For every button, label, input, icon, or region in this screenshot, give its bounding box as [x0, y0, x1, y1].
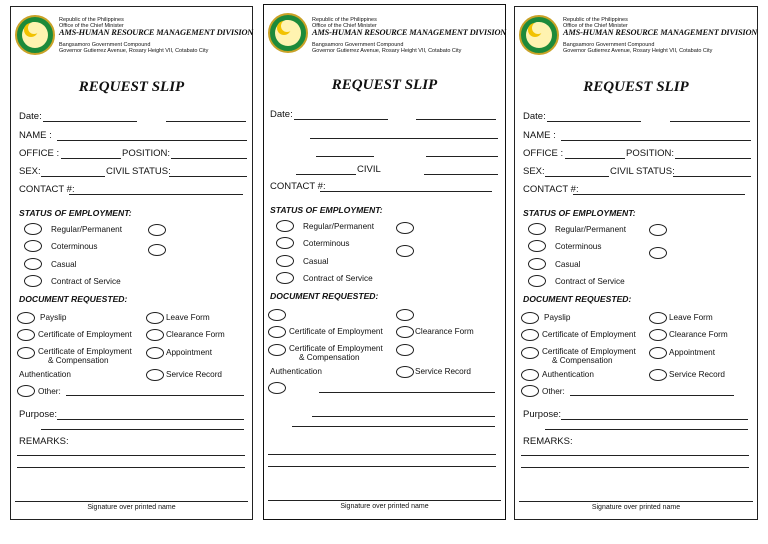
other-field[interactable] [570, 395, 734, 396]
doc-leave: Leave Form [669, 313, 713, 322]
purpose-field[interactable] [312, 416, 495, 417]
header-line-4: Bangsamoro Government Compound [563, 42, 655, 48]
contact-field[interactable] [320, 191, 492, 192]
office-label: OFFICE : [19, 148, 60, 159]
purpose-field[interactable] [561, 419, 748, 420]
doc-authentication: Authentication [19, 370, 71, 379]
doc-radio-leave[interactable] [146, 312, 164, 324]
sex-field[interactable] [545, 176, 609, 177]
slip-title: REQUEST SLIP [78, 79, 185, 95]
status-heading: STATUS OF EMPLOYMENT: [523, 208, 636, 218]
status-radio-blank-2[interactable] [396, 245, 414, 257]
name-field[interactable] [310, 138, 498, 139]
position-field[interactable] [171, 158, 247, 159]
doc-radio-coe[interactable] [521, 329, 539, 341]
document-heading: DOCUMENT REQUESTED: [523, 294, 632, 304]
slip-title: REQUEST SLIP [583, 79, 689, 95]
status-option-contract: Contract of Service [303, 274, 373, 283]
doc-radio-authentication[interactable] [521, 369, 539, 381]
status-radio-casual[interactable] [528, 258, 546, 270]
civil-label: CIVIL [357, 164, 381, 175]
doc-service-record: Service Record [669, 370, 725, 379]
status-heading: STATUS OF EMPLOYMENT: [19, 208, 132, 218]
header-line-2: Office of the Chief Minister [312, 23, 377, 29]
date-label: Date: [19, 111, 42, 122]
signature-line[interactable] [268, 500, 501, 501]
doc-radio-clearance[interactable] [146, 329, 164, 341]
purpose-field[interactable] [57, 419, 244, 420]
name-label: NAME : [19, 130, 52, 141]
remarks-label: REMARKS: [523, 436, 573, 447]
doc-radio-payslip[interactable] [268, 309, 286, 321]
status-radio-casual[interactable] [24, 258, 42, 270]
remarks-line-1[interactable] [17, 455, 245, 456]
status-heading: STATUS OF EMPLOYMENT: [270, 205, 383, 215]
document-heading: DOCUMENT REQUESTED: [19, 294, 128, 304]
status-radio-regular[interactable] [24, 223, 42, 235]
status-radio-blank-2[interactable] [148, 244, 166, 256]
doc-radio-service-record[interactable] [146, 369, 164, 381]
doc-radio-leave[interactable] [396, 309, 414, 321]
position-label: POSITION: [626, 148, 675, 159]
office-field[interactable] [565, 158, 625, 159]
doc-coec-1: Certificate of Employment [542, 347, 636, 356]
status-option-contract: Contract of Service [555, 277, 625, 286]
doc-other: Other: [542, 387, 565, 396]
contact-label: CONTACT #: [523, 184, 579, 195]
date-field[interactable] [547, 121, 641, 122]
date-field[interactable] [294, 119, 388, 120]
doc-radio-clearance[interactable] [396, 326, 414, 338]
position-field[interactable] [426, 156, 498, 157]
status-option-casual: Casual [303, 257, 329, 266]
purpose-field-2[interactable] [41, 429, 244, 430]
status-radio-coterminous[interactable] [276, 237, 294, 249]
office-field[interactable] [316, 156, 374, 157]
status-option-casual: Casual [51, 260, 77, 269]
other-field[interactable] [319, 392, 495, 393]
doc-radio-coec[interactable] [268, 344, 286, 356]
doc-radio-coe[interactable] [17, 329, 35, 341]
status-radio-blank-1[interactable] [396, 222, 414, 234]
doc-radio-coec[interactable] [17, 347, 35, 359]
signature-line[interactable] [15, 501, 248, 502]
status-option-casual: Casual [555, 260, 581, 269]
signature-caption: Signature over printed name [87, 504, 176, 511]
header-line-2: Office of the Chief Minister [563, 23, 628, 29]
name-field[interactable] [561, 140, 751, 141]
header-address: Governor Gutierrez Avenue, Rosary Height VII, Cotabato City [59, 48, 209, 54]
request-slip-2 [263, 4, 506, 520]
doc-radio-payslip[interactable] [17, 312, 35, 324]
division-name: AMS-HUMAN RESOURCE MANAGEMENT DIVISION [563, 28, 758, 37]
doc-coec-1: Certificate of Employment [289, 344, 383, 353]
status-radio-blank-2[interactable] [649, 247, 667, 259]
doc-coec-2: & Compensation [552, 356, 613, 365]
name-label: NAME : [523, 130, 556, 141]
status-option-coterminous: Coterminous [51, 242, 98, 251]
office-field[interactable] [61, 158, 121, 159]
government-seal-icon [15, 15, 55, 55]
status-radio-coterminous[interactable] [24, 240, 42, 252]
doc-radio-other[interactable] [521, 385, 539, 397]
sex-field[interactable] [296, 174, 356, 175]
civil-status-field[interactable] [169, 176, 247, 177]
doc-authentication: Authentication [270, 367, 322, 376]
name-field[interactable] [57, 140, 247, 141]
position-field[interactable] [675, 158, 751, 159]
division-name: AMS-HUMAN RESOURCE MANAGEMENT DIVISION [59, 28, 254, 37]
header-line-1: Republic of the Philippines [563, 17, 628, 23]
contact-label: CONTACT #: [19, 184, 75, 195]
doc-radio-service-record[interactable] [396, 366, 414, 378]
contact-field[interactable] [69, 194, 243, 195]
doc-authentication: Authentication [542, 370, 594, 379]
doc-coe: Certificate of Employment [38, 330, 132, 339]
status-radio-contract[interactable] [528, 275, 546, 287]
remarks-line-1[interactable] [521, 455, 749, 456]
doc-coec-2: & Compensation [299, 353, 360, 362]
sex-field[interactable] [41, 176, 105, 177]
status-radio-blank-1[interactable] [148, 224, 166, 236]
status-radio-contract[interactable] [24, 275, 42, 287]
doc-radio-appointment[interactable] [649, 347, 667, 359]
signature-caption: Signature over printed name [591, 504, 681, 511]
doc-service-record: Service Record [166, 370, 222, 379]
status-radio-coterminous[interactable] [528, 240, 546, 252]
remarks-label: REMARKS: [19, 436, 69, 447]
position-label: POSITION: [122, 148, 171, 159]
purpose-label: Purpose: [523, 409, 562, 420]
remarks-line-2[interactable] [17, 467, 245, 468]
header-line-1: Republic of the Philippines [59, 17, 124, 23]
purpose-field-2[interactable] [292, 426, 495, 427]
office-label: OFFICE : [523, 148, 564, 159]
status-radio-regular[interactable] [276, 220, 294, 232]
remarks-line-2[interactable] [521, 467, 749, 468]
doc-coe: Certificate of Employment [542, 330, 636, 339]
doc-coec-1: Certificate of Employment [38, 347, 132, 356]
date-field-2[interactable] [416, 119, 496, 120]
doc-payslip: Payslip [40, 313, 67, 322]
status-option-coterminous: Coterminous [303, 239, 350, 248]
doc-other: Other: [38, 387, 61, 396]
header-address: Governor Gutierrez Avenue, Rosary Height VII, Cotabato City [312, 48, 462, 54]
contact-field[interactable] [573, 194, 745, 195]
purpose-label: Purpose: [19, 409, 58, 420]
doc-radio-service-record[interactable] [649, 369, 667, 381]
doc-leave: Leave Form [166, 313, 210, 322]
doc-appointment: Appointment [669, 348, 715, 357]
status-option-coterminous: Coterminous [555, 242, 602, 251]
document-heading: DOCUMENT REQUESTED: [270, 291, 379, 301]
signature-caption: Signature over printed name [340, 503, 429, 510]
government-seal-icon [519, 15, 559, 55]
remarks-line-1[interactable] [268, 454, 496, 455]
doc-radio-coe[interactable] [268, 326, 286, 338]
status-radio-blank-1[interactable] [649, 224, 667, 236]
doc-payslip: Payslip [544, 313, 571, 322]
doc-coec-2: & Compensation [48, 356, 109, 365]
civil-status-field[interactable] [424, 174, 498, 175]
civil-status-field[interactable] [673, 176, 751, 177]
doc-clearance: Clearance Form [166, 330, 225, 339]
doc-service-record: Service Record [415, 367, 471, 376]
other-field[interactable] [66, 395, 244, 396]
sex-label: SEX: [19, 166, 41, 177]
contact-label: CONTACT #: [270, 181, 326, 192]
doc-radio-leave[interactable] [649, 312, 667, 324]
header-line-4: Bangsamoro Government Compound [312, 42, 404, 48]
doc-radio-other[interactable] [268, 382, 286, 394]
government-seal-icon [268, 13, 308, 53]
slip-title: REQUEST SLIP [331, 77, 438, 93]
doc-radio-payslip[interactable] [521, 312, 539, 324]
purpose-field-2[interactable] [545, 429, 748, 430]
date-field[interactable] [43, 121, 137, 122]
date-label: Date: [270, 109, 293, 120]
sex-label: SEX: [523, 166, 545, 177]
doc-radio-clearance[interactable] [649, 329, 667, 341]
doc-radio-coec[interactable] [521, 347, 539, 359]
request-slip-1 [10, 6, 253, 520]
date-field-2[interactable] [670, 121, 750, 122]
status-option-regular: Regular/Permanent [303, 222, 374, 231]
header-line-1: Republic of the Philippines [312, 17, 377, 23]
header-line-2: Office of the Chief Minister [59, 23, 124, 29]
doc-appointment: Appointment [166, 348, 212, 357]
division-name: AMS-HUMAN RESOURCE MANAGEMENT DIVISION [312, 28, 507, 37]
civil-status-label: CIVIL STATUS: [106, 166, 171, 177]
doc-clearance: Clearance Form [415, 327, 474, 336]
date-field-2[interactable] [166, 121, 246, 122]
request-slip-3 [514, 6, 758, 520]
status-option-regular: Regular/Permanent [51, 225, 122, 234]
date-label: Date: [523, 111, 546, 122]
civil-status-label: CIVIL STATUS: [610, 166, 675, 177]
doc-radio-appointment[interactable] [146, 347, 164, 359]
status-radio-casual[interactable] [276, 255, 294, 267]
status-option-contract: Contract of Service [51, 277, 121, 286]
status-option-regular: Regular/Permanent [555, 225, 626, 234]
doc-clearance: Clearance Form [669, 330, 728, 339]
doc-radio-other[interactable] [17, 385, 35, 397]
doc-radio-appointment[interactable] [396, 344, 414, 356]
status-radio-contract[interactable] [276, 272, 294, 284]
remarks-line-2[interactable] [268, 466, 496, 467]
signature-line[interactable] [519, 501, 753, 502]
header-address: Governor Gutierrez Avenue, Rosary Height VII, Cotabato City [563, 48, 713, 54]
doc-coe: Certificate of Employment [289, 327, 383, 336]
header-line-4: Bangsamoro Government Compound [59, 42, 151, 48]
status-radio-regular[interactable] [528, 223, 546, 235]
